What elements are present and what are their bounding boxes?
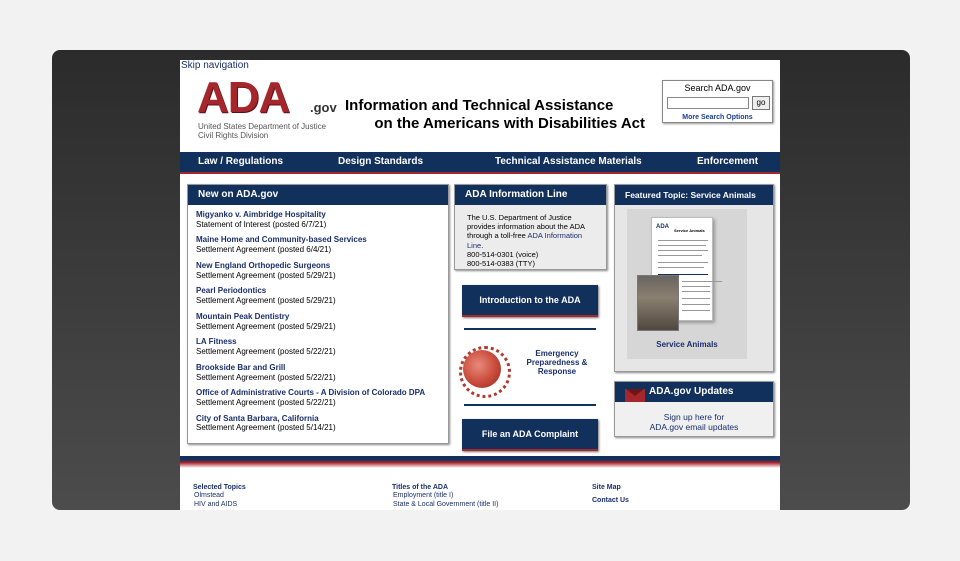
info-line-period: . [481,240,484,250]
news-item-desc: Settlement Agreement (posted 6/4/21) [196,245,332,255]
doc-text-line [658,240,708,241]
logo-ada-text: ADA [197,73,290,122]
news-item-title[interactable]: Migyanko v. Aimbridge Hospitality [196,210,326,219]
news-panel [187,184,449,444]
featured-topic-title: Featured Topic: Service Animals [615,185,773,205]
news-item-title[interactable]: Pearl Periodontics [196,286,267,296]
featured-topic-panel [614,184,774,372]
news-item-title[interactable]: Mountain Peak Dentistry [196,311,290,321]
webpage [180,60,780,510]
nav-technical-assistance[interactable]: Technical Assistance Materials [495,156,642,167]
news-item-desc: Settlement Agreement (posted 5/22/21) [196,397,336,407]
info-line-tty: 800-514-0383 (TTY) [467,259,535,269]
news-list [188,205,448,444]
featured-caption[interactable]: Service Animals [656,340,718,349]
doc-logo: ADA [656,224,669,230]
info-line-panel [454,184,607,270]
updates-line1: Sign up here for [663,412,725,422]
search-label: Search ADA.gov [684,83,751,93]
emergency-preparedness-link[interactable] [516,349,598,376]
news-item-desc: Settlement Agreement (posted 5/29/21) [196,321,336,331]
nav-law-regulations[interactable]: Law / Regulations [198,156,284,167]
news-item-desc: Settlement Agreement (posted 5/14/21) [196,423,336,433]
list-item [196,210,440,229]
news-item-title[interactable]: New England Orthopedic Surgeons [196,260,331,270]
window-frame [52,50,910,510]
emergency-line3: Response [537,367,577,376]
footer-link[interactable]: State & Local Government (title II) [393,500,499,508]
intro-to-ada-button[interactable]: Introduction to the ADA [462,285,598,317]
footer-link[interactable]: Olmstead [194,492,224,500]
doc-text-line [682,291,710,292]
contact-us-link[interactable]: Contact Us [592,497,629,505]
updates-panel [614,381,774,437]
list-item [196,286,440,305]
footer-link[interactable]: Employment (title I) [393,492,454,500]
doc-text-line [682,286,710,287]
info-line-link[interactable]: ADA Information Line [467,231,583,250]
skip-navigation-link[interactable]: Skip navigation [181,60,249,71]
info-line-desc: The U.S. Department of Justice provides information about the ADA through a toll-free [467,213,585,241]
news-item-desc: Statement of Interest (posted 6/7/21) [196,219,327,229]
list-item [196,235,440,254]
list-item [196,261,440,280]
list-item [196,337,440,356]
logo-gov-text: .gov [310,100,337,115]
updates-line2: ADA.gov email updates [649,422,739,432]
nav-enforcement[interactable]: Enforcement [697,156,759,167]
doc-text-line [658,250,708,251]
site-map-link[interactable]: Site Map [592,484,621,491]
doc-text-line [658,262,708,263]
doc-text-line [682,304,710,305]
footer-site-links [592,484,629,506]
updates-title: ADA.gov Updates [615,382,773,402]
divider [464,404,596,406]
main-nav [180,152,780,174]
logo-division: Civil Rights Division [198,131,269,140]
more-search-options-link[interactable]: More Search Options [682,114,753,121]
doc-text-line [682,310,710,311]
footer-link[interactable]: HIV and AIDS [194,500,238,508]
emergency-line2: Preparedness & [526,358,588,367]
doc-text-line [658,245,706,246]
emergency-line1: Emergency [535,349,579,358]
doc-heading: Service Animals [674,228,705,233]
footer-heading: Selected Topics [193,484,246,491]
info-line-text [455,205,606,276]
news-item-desc: Settlement Agreement (posted 5/29/21) [196,296,336,306]
info-line-voice: 800-514-0301 (voice) [467,249,539,259]
page-title-line2: on the Americans with Disabilities Act [374,115,645,132]
divider [464,328,596,330]
search-input[interactable] [667,97,749,109]
list-item [196,388,440,407]
coronavirus-icon[interactable] [463,350,501,388]
footer-divider [180,456,780,468]
doc-text-line [658,255,702,256]
doc-text-line [658,267,704,268]
updates-signup-link[interactable] [615,412,773,432]
info-line-title: ADA Information Line [455,185,606,205]
news-item-desc: Settlement Agreement (posted 5/22/21) [196,372,336,382]
news-item-desc: Settlement Agreement (posted 5/22/21) [196,347,336,357]
news-item-title[interactable]: LA Fitness [196,337,237,347]
news-item-title[interactable]: City of Santa Barbara, California [196,413,319,423]
logo-department: United States Department of Justice [198,122,327,131]
list-item [196,312,440,331]
file-complaint-button[interactable]: File an ADA Complaint [462,419,598,451]
nav-design-standards[interactable]: Design Standards [338,156,424,167]
doc-text-line [682,281,722,282]
search-go-button[interactable]: go [752,96,770,110]
footer-heading: Titles of the ADA [392,484,449,491]
envelope-icon [625,389,645,402]
service-dog-photo [637,275,679,331]
news-item-title[interactable]: Brookside Bar and Grill [196,362,286,372]
search-box [662,80,773,123]
list-item [196,363,440,382]
news-item-title[interactable]: Maine Home and Community-based Services [196,235,367,245]
doc-text-line [682,298,710,299]
list-item [196,414,440,433]
news-item-desc: Settlement Agreement (posted 5/29/21) [196,270,336,280]
footer-titles [392,484,498,509]
news-item-title[interactable]: Office of Administrative Courts - A Division of Colorado DPA [196,388,426,398]
page-title [345,97,650,133]
ada-logo[interactable] [197,73,337,140]
footer-selected-topics [193,484,246,509]
page-title-line1: Information and Technical Assistance [345,97,614,114]
news-panel-title: New on ADA.gov [188,185,448,205]
service-animals-thumbnail[interactable] [627,209,747,359]
